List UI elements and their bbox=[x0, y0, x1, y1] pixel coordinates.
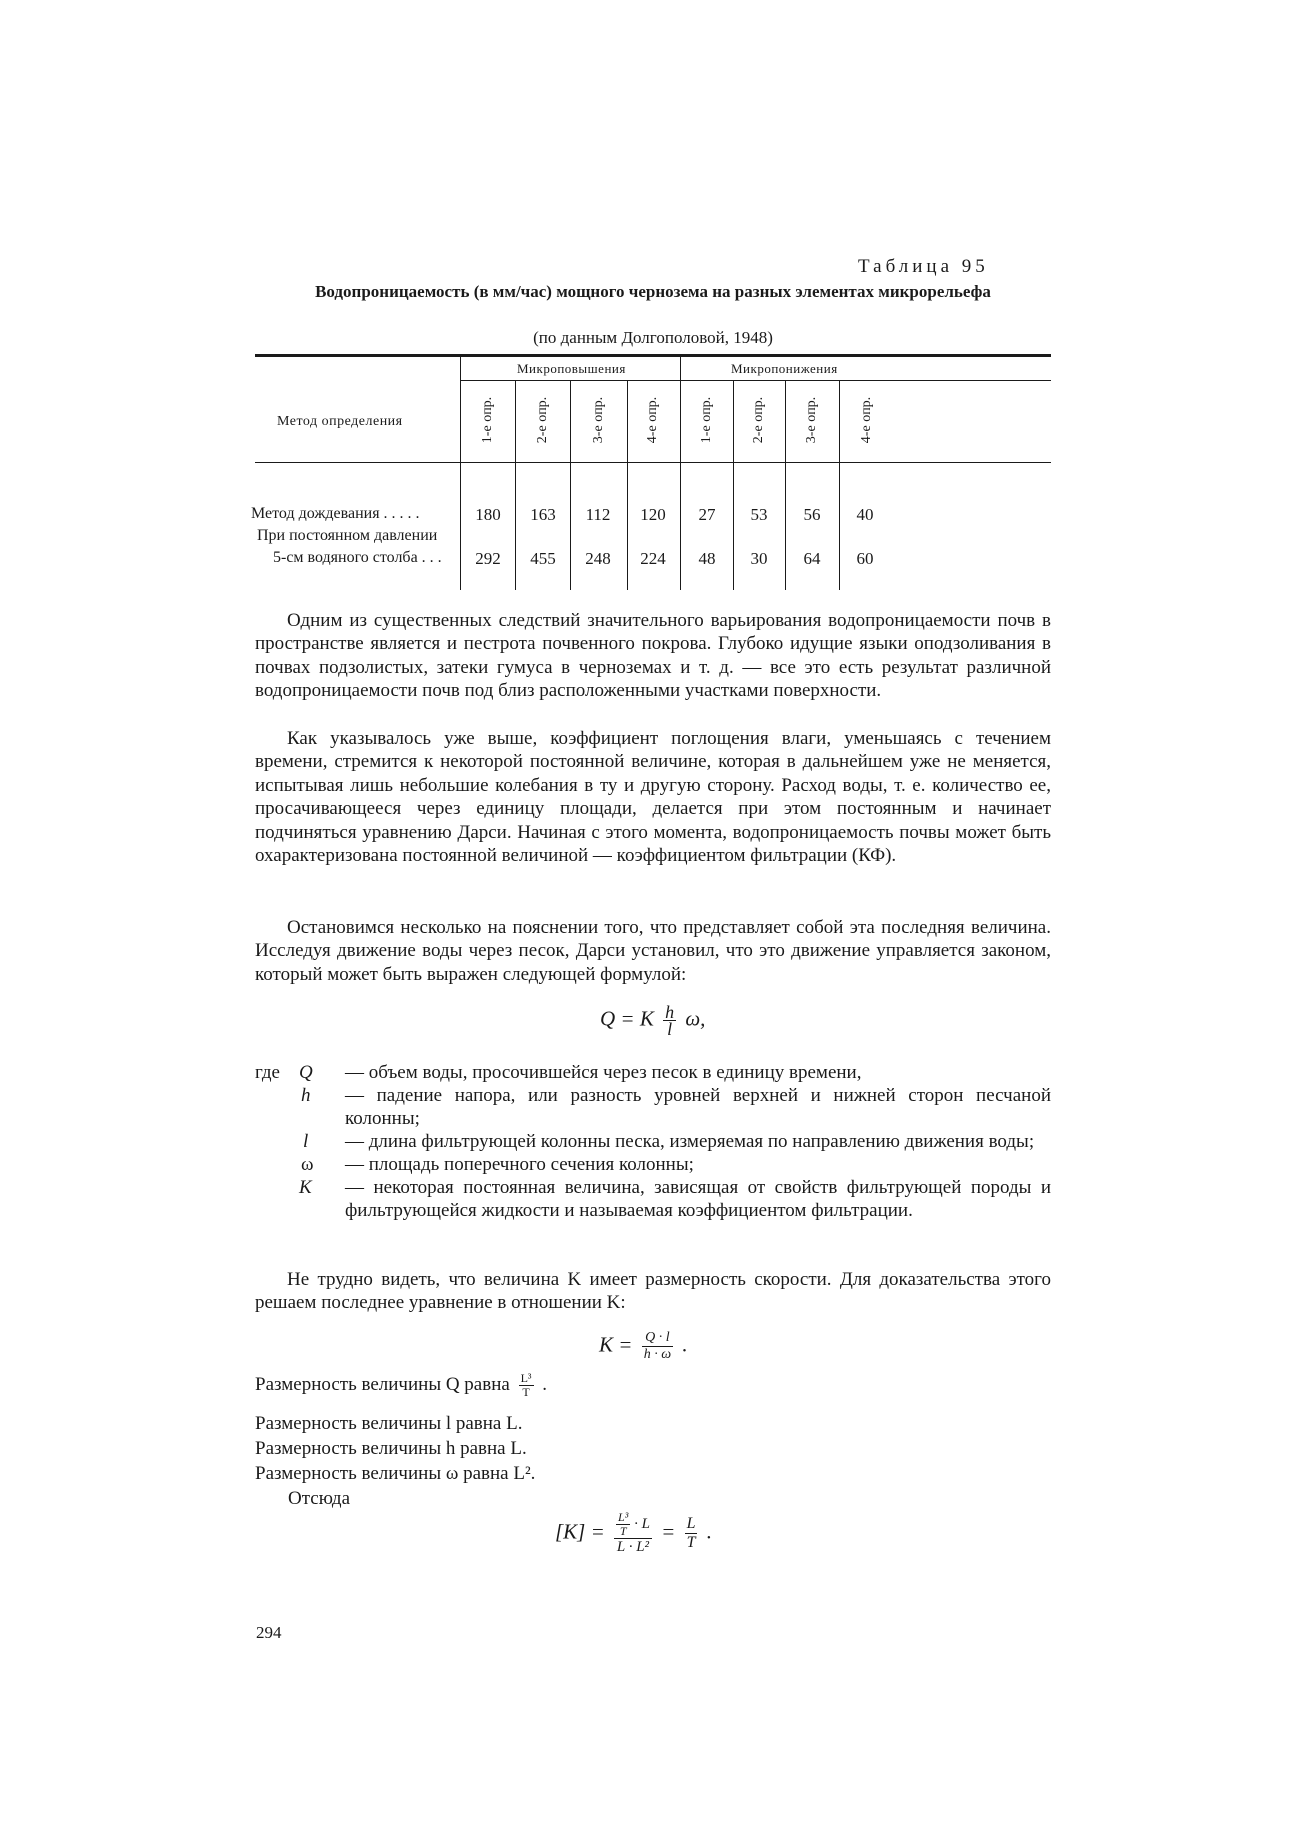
paragraph: Одним из существенных следствий значительного варьирования водопроницаемости почв в пространстве является и пестрота почвенного покрова. Глубоко идущие языки оподзоливания в почвах подзолистых, затеки гумуса в черноземах и т. д. — все это есть результат различной водопроницаемости почв под близ расположенными участками поверхности. bbox=[255, 610, 1051, 702]
row-label: При постоянном давлении bbox=[257, 527, 438, 544]
dimension-l-line: Размерность величины l равна L. bbox=[255, 1413, 523, 1434]
page-number: 294 bbox=[256, 1623, 282, 1642]
fraction-numerator: L bbox=[686, 1515, 696, 1532]
paragraph: Не трудно видеть, что величина K имеет размерность скорости. Для доказательства этого решаем последнее уравнение в отношении K: bbox=[255, 1269, 1051, 1314]
definition-text: — некоторая постоянная величина, зависящая от свойств фильтрующей породы и фильтрующейся жидкости и называемая коэффициентом фильтрации. bbox=[345, 1177, 1051, 1221]
dimension-w-line: Размерность величины ω равна L². bbox=[255, 1463, 536, 1484]
fraction-denominator: L · L² bbox=[616, 1539, 650, 1555]
sub-header: 1-е опр. bbox=[480, 396, 495, 444]
formula-end: . bbox=[706, 1519, 712, 1544]
sub-header: 4-е опр. bbox=[859, 396, 874, 444]
row-label: Метод дождевания . . . . . bbox=[251, 505, 420, 522]
group-header-depressions: Микропонижения bbox=[731, 361, 838, 376]
where-label: где bbox=[255, 1062, 280, 1083]
definition-item bbox=[255, 1061, 1051, 1084]
definition-item bbox=[255, 1153, 1051, 1176]
table-cell: 224 bbox=[640, 549, 666, 568]
table-label: Таблица 95 bbox=[858, 256, 989, 277]
table-cell: 56 bbox=[803, 505, 821, 524]
formula-rhs: ω, bbox=[685, 1006, 706, 1031]
formula-equals: = bbox=[661, 1519, 676, 1544]
sub-header: 2-е опр. bbox=[535, 396, 550, 444]
table-cell: 120 bbox=[640, 505, 666, 524]
dimension-q-end: . bbox=[542, 1373, 547, 1395]
fraction-denominator: h · ω bbox=[643, 1347, 672, 1362]
definition-symbol: ω bbox=[301, 1154, 314, 1175]
fraction-denominator: l bbox=[667, 1019, 673, 1039]
table-title: Водопроницаемость (в мм/час) мощного чернозема на разных элементах микрорельефа bbox=[315, 282, 991, 301]
table-cell: 30 bbox=[750, 549, 768, 568]
sub-header: 2-е опр. bbox=[751, 396, 766, 444]
formula-fraction bbox=[663, 1004, 676, 1037]
fraction-denominator: T bbox=[522, 1385, 530, 1399]
definition-text: — объем воды, просочившейся через песок в единицу времени, bbox=[345, 1062, 862, 1083]
table-cell: 64 bbox=[803, 549, 821, 568]
dimension-q-fraction bbox=[519, 1372, 534, 1399]
table-cell: 292 bbox=[475, 549, 501, 568]
inner-multiplier: · L bbox=[634, 1515, 650, 1532]
definition-symbol: Q bbox=[299, 1062, 313, 1083]
k-formula bbox=[599, 1330, 688, 1363]
table-cell: 163 bbox=[530, 505, 556, 524]
formula-lhs: K = bbox=[599, 1332, 633, 1357]
formula-lhs: [K] = bbox=[555, 1519, 605, 1544]
formula-result-fraction bbox=[685, 1515, 698, 1552]
fraction-numerator bbox=[614, 1511, 652, 1539]
table-source: (по данным Долгополовой, 1948) bbox=[533, 328, 773, 347]
table-cell: 60 bbox=[856, 549, 874, 568]
dimension-q-line bbox=[255, 1372, 547, 1399]
table-cell: 180 bbox=[475, 505, 501, 524]
paragraph: Остановимся несколько на пояснении того, что представляет собой эта последняя величина. Исследуя движение воды через песок, Дарси установил, что это движение управляется законом, который может быть выражен следующей формулой: bbox=[255, 917, 1051, 985]
fraction-numerator: h bbox=[665, 1002, 675, 1022]
dimension-h-line: Размерность величины h равна L. bbox=[255, 1438, 527, 1459]
formula-end: . bbox=[682, 1332, 688, 1357]
sub-header: 3-е опр. bbox=[591, 396, 606, 444]
fraction-numerator: Q · l bbox=[642, 1330, 673, 1347]
fraction-numerator: L³ bbox=[520, 1371, 532, 1385]
definition-text: — падение напора, или разность уровней верхней и нижней сторон песчаной колонны; bbox=[345, 1085, 1051, 1129]
sub-header: 4-е опр. bbox=[645, 396, 660, 444]
row-label: 5-см водяного столба . . . bbox=[273, 549, 442, 566]
table-cell: 48 bbox=[698, 549, 716, 568]
dimension-formula bbox=[555, 1511, 712, 1556]
group-header-elevations: Микроповышения bbox=[517, 361, 626, 376]
inner-denominator: T bbox=[619, 1524, 627, 1538]
header-rule bbox=[255, 462, 1051, 463]
definition-text: — длина фильтрующей колонны песка, измеряемая по направлению движения воды; bbox=[345, 1131, 1035, 1152]
table-cell: 455 bbox=[530, 549, 556, 568]
table-cell: 40 bbox=[856, 505, 874, 524]
table-cell: 248 bbox=[585, 549, 611, 568]
inner-numerator: L³ bbox=[618, 1510, 629, 1524]
sub-header: 3-е опр. bbox=[804, 396, 819, 444]
table-cell: 27 bbox=[698, 505, 716, 524]
definition-symbol: h bbox=[301, 1085, 311, 1106]
formula-fraction bbox=[642, 1330, 673, 1363]
row-header: Метод определения bbox=[277, 414, 403, 429]
hence-label: Отсюда bbox=[288, 1488, 351, 1509]
data-table bbox=[251, 354, 1051, 590]
sub-header: 1-е опр. bbox=[699, 396, 714, 444]
darcy-formula bbox=[600, 1004, 705, 1037]
definition-symbol: l bbox=[303, 1131, 309, 1152]
dimension-q-text: Размерность величины Q равна bbox=[255, 1373, 510, 1395]
definition-item bbox=[255, 1084, 1051, 1130]
definitions-list bbox=[255, 1061, 1051, 1222]
definition-item bbox=[255, 1130, 1051, 1153]
table-cell: 112 bbox=[585, 505, 611, 524]
formula-main-fraction bbox=[614, 1511, 652, 1556]
paragraph: Как указывалось уже выше, коэффициент поглощения влаги, уменьшаясь с течением времени, стремится к некоторой постоянной величине, которая в дальнейшем уже не меняется, испытывая лишь небольшие колебания в ту и другую сторону. Расход воды, т. е. количество ее, просачивающееся через единицу площади, делается при этом постоянным и начинает подчиняться уравнению Дарси. Начиная с этого момента, водопроницаемость почвы может быть охарактеризована постоянной величиной — коэффициентом фильтрации (КФ). bbox=[255, 728, 1051, 867]
table-cell: 53 bbox=[750, 505, 768, 524]
definition-text: — площадь поперечного сечения колонны; bbox=[345, 1154, 694, 1175]
inner-fraction bbox=[616, 1511, 630, 1538]
table-top-rule-2 bbox=[255, 356, 1051, 357]
definition-item bbox=[255, 1176, 1051, 1222]
fraction-denominator: T bbox=[686, 1534, 696, 1551]
definition-symbol: K bbox=[299, 1177, 312, 1198]
formula-lhs: Q = K bbox=[600, 1006, 654, 1031]
